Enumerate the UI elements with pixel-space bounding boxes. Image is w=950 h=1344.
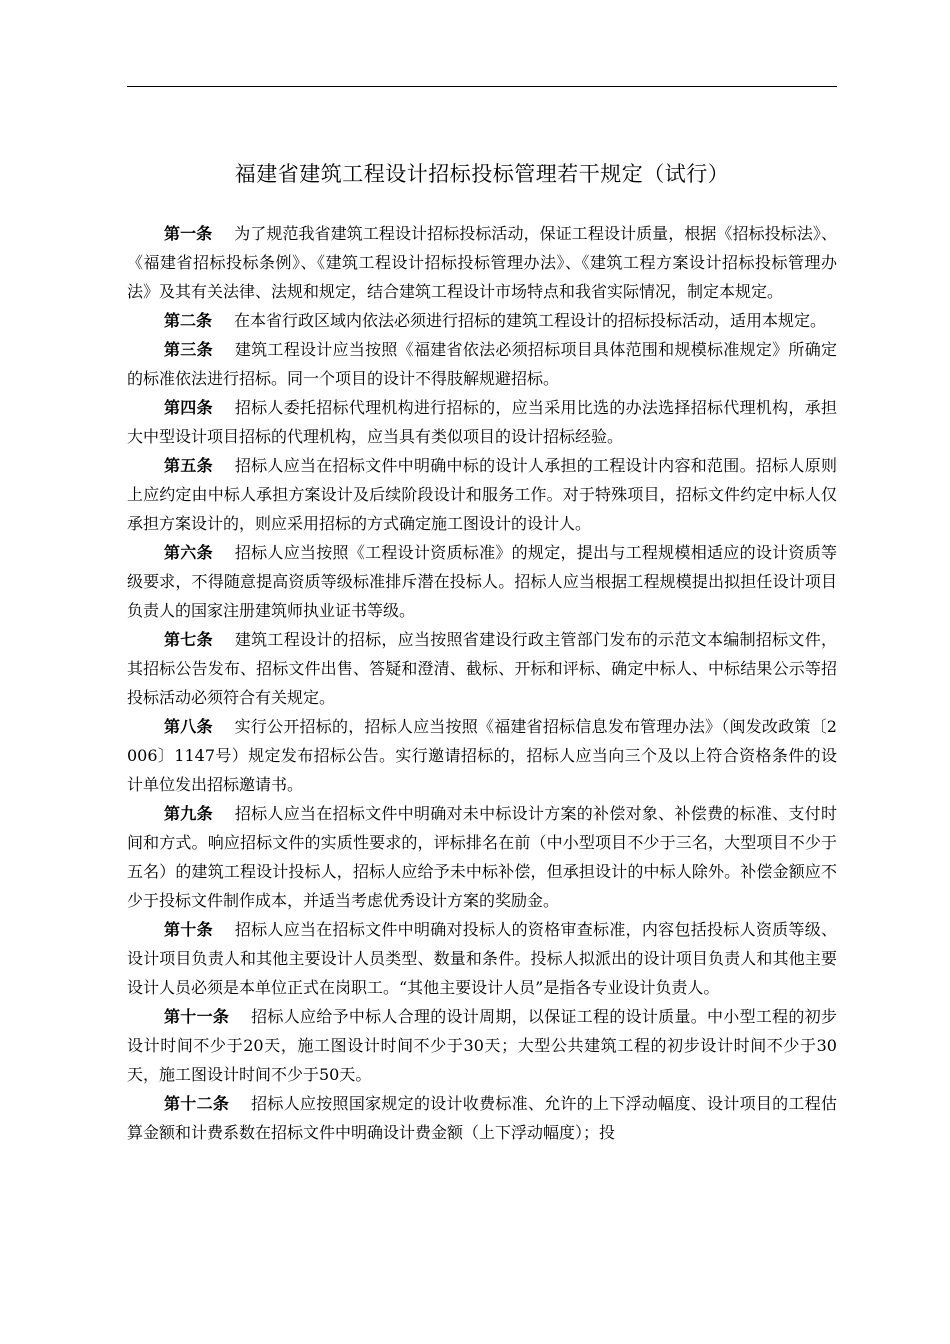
article-9	[127, 799, 837, 915]
article-3	[127, 335, 837, 393]
article-number: 第一条	[164, 224, 213, 243]
article-number: 第八条	[164, 717, 213, 736]
article-number: 第十条	[164, 920, 213, 939]
article-text: 建筑工程设计应当按照《福建省依法必须招标项目具体范围和规模标准规定》所确定的标准依法进行招标。同一个项目的设计不得肢解规避招标。	[127, 340, 837, 388]
article-text: 招标人应当在招标文件中明确对未中标设计方案的补偿对象、补偿费的标准、支付时间和方式。响应招标文件的实质性要求的，评标排名在前（中小型项目不少于三名，大型项目不少于五名）的建筑工程设计投标人，招标人应给予未中标补偿，但承担设计的中标人除外。补偿金额应不少于投标文件制作成本，并适当考虑优秀设计方案的奖励金。	[127, 804, 837, 910]
article-text: 建筑工程设计的招标，应当按照省建设行政主管部门发布的示范文本编制招标文件，其招标公告发布、招标文件出售、答疑和澄清、截标、开标和评标、确定中标人、中标结果公示等招投标活动必须符合有关规定。	[127, 630, 837, 707]
article-text: 招标人应给予中标人合理的设计周期，以保证工程的设计质量。中小型工程的初步设计时间不少于20天，施工图设计时间不少于30天；大型公共建筑工程的初步设计时间不少于30天，施工图设计时间不少于50天。	[127, 1007, 837, 1084]
article-number: 第六条	[164, 543, 213, 562]
article-number: 第七条	[164, 630, 213, 649]
article-10	[127, 915, 837, 1002]
article-1	[127, 219, 837, 306]
article-number: 第九条	[164, 804, 213, 823]
article-2	[127, 306, 837, 335]
article-7	[127, 625, 837, 712]
article-number: 第十一条	[164, 1007, 230, 1026]
document-title: 福建省建筑工程设计招标投标管理若干规定（试行）	[234, 162, 730, 186]
article-6	[127, 538, 837, 625]
article-number: 第五条	[164, 456, 213, 475]
article-text: 招标人应按照国家规定的设计收费标准、允许的上下浮动幅度、设计项目的工程估算金额和计费系数在招标文件中明确设计费金额（上下浮动幅度）；投	[127, 1094, 837, 1142]
article-text: 招标人应当在招标文件中明确对投标人的资格审查标准，内容包括投标人资质等级、设计项目负责人和其他主要设计人员类型、数量和条件。投标人拟派出的设计项目负责人和其他主要设计人员必须是本单位正式在岗职工。“其他主要设计人员”是指各专业设计负责人。	[127, 920, 837, 997]
article-text: 招标人应当按照《工程设计资质标准》的规定，提出与工程规模相适应的设计资质等级要求，不得随意提高资质等级标准排斥潜在投标人。招标人应当根据工程规模提出拟担任设计项目负责人的国家注册建筑师执业证书等级。	[127, 543, 837, 620]
article-number: 第二条	[164, 311, 213, 330]
article-11	[127, 1002, 837, 1089]
article-5	[127, 451, 837, 538]
article-8	[127, 712, 837, 799]
article-number: 第三条	[164, 340, 213, 359]
article-12	[127, 1089, 837, 1147]
article-text: 招标人应当在招标文件中明确中标的设计人承担的工程设计内容和范围。招标人原则上应约定由中标人承担方案设计及后续阶段设计和服务工作。对于特殊项目，招标文件约定中标人仅承担方案设计的，则应采用招标的方式确定施工图设计的设计人。	[127, 456, 837, 533]
article-text: 实行公开招标的，招标人应当按照《福建省招标信息发布管理办法》（闽发改政策〔2006〕1147号）规定发布招标公告。实行邀请招标的，招标人应当向三个及以上符合资格条件的设计单位发出招标邀请书。	[127, 717, 837, 794]
document-body	[127, 219, 837, 1147]
article-4	[127, 393, 837, 451]
article-number: 第十二条	[164, 1094, 230, 1113]
article-text: 招标人委托招标代理机构进行招标的，应当采用比选的办法选择招标代理机构，承担大中型设计项目招标的代理机构，应当具有类似项目的设计招标经验。	[127, 398, 837, 446]
header-rule	[127, 86, 837, 87]
article-text: 为了规范我省建筑工程设计招标投标活动，保证工程设计质量，根据《招标投标法》、《福建省招标投标条例》、《建筑工程设计招标投标管理办法》、《建筑工程方案设计招标投标管理办法》及其有关法律、法规和规定，结合建筑工程设计市场特点和我省实际情况，制定本规定。	[127, 224, 837, 301]
article-text: 在本省行政区域内依法必须进行招标的建筑工程设计的招标投标活动，适用本规定。	[234, 311, 827, 330]
article-number: 第四条	[164, 398, 213, 417]
